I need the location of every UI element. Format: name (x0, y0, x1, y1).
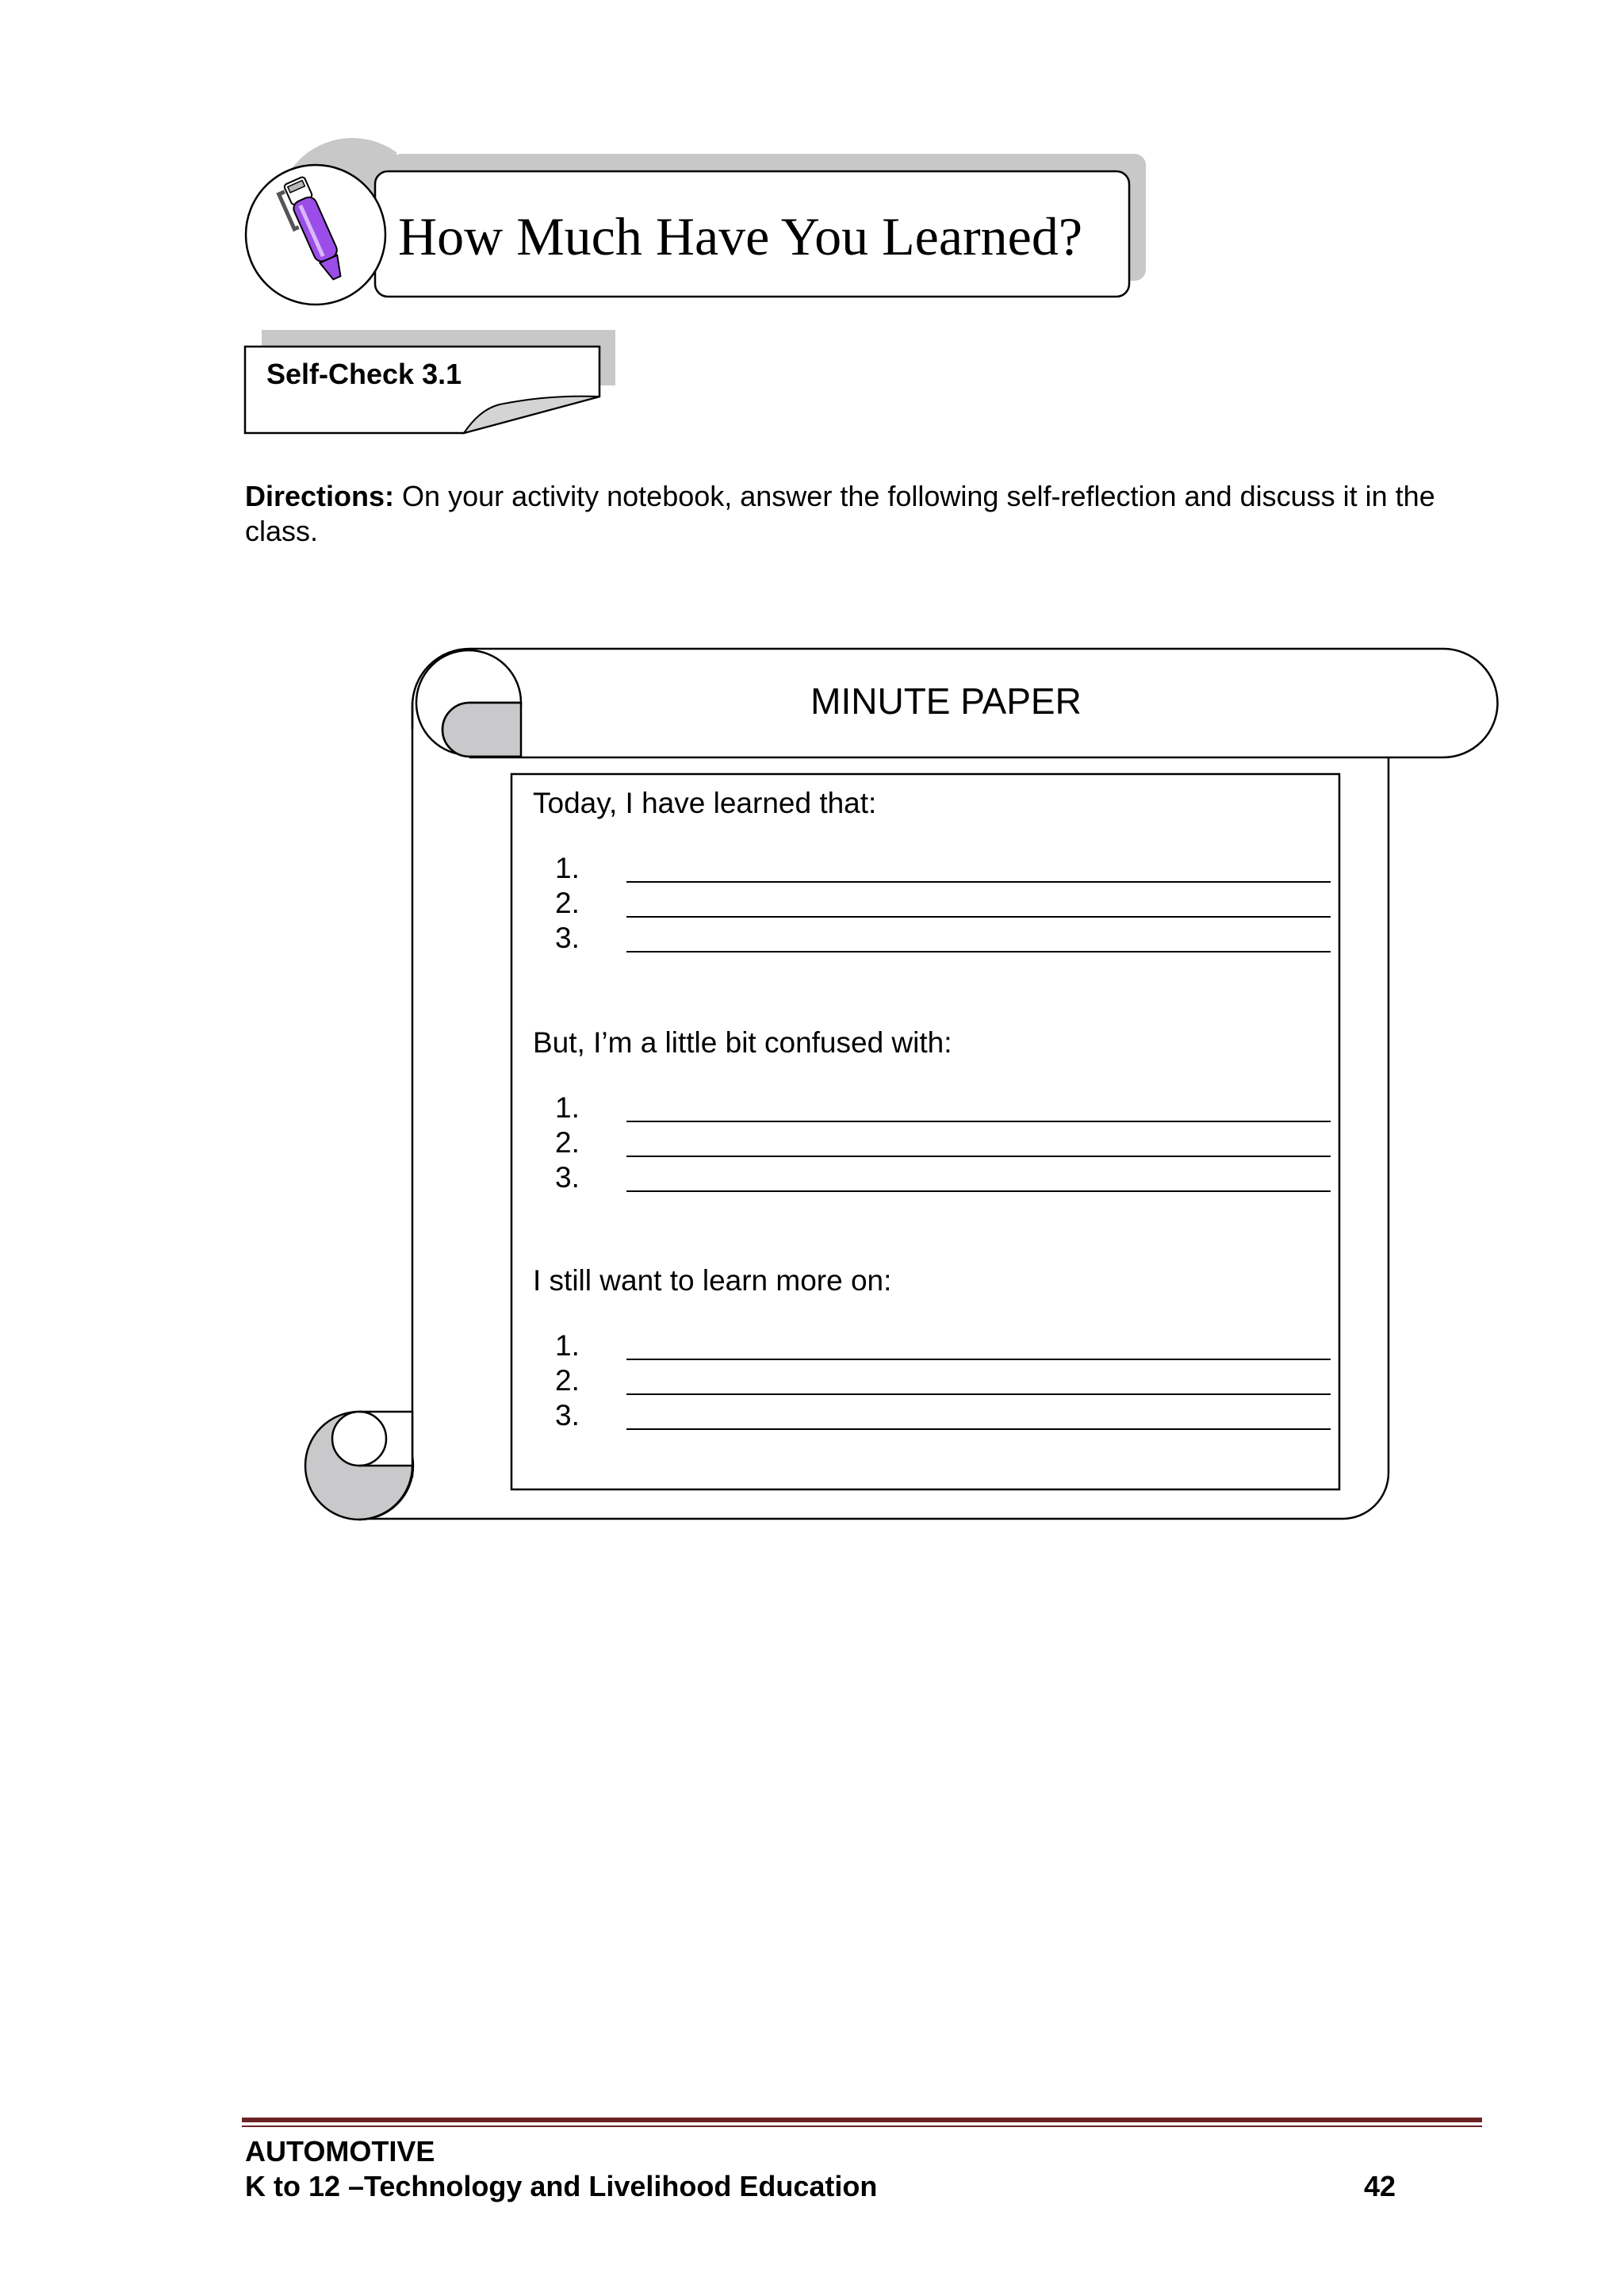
section-label: But, I’m a little bit confused with: (533, 1026, 952, 1059)
answer-item (555, 921, 1308, 956)
directions-text: On your activity notebook, answer the following self-reflection and discuss it in the class. (245, 480, 1435, 547)
footer-rule (242, 2118, 1482, 2122)
section-label: I still want to learn more on: (533, 1264, 892, 1297)
section-label: Today, I have learned that: (533, 787, 877, 819)
answer-item (555, 851, 1308, 886)
item-number: 3. (555, 922, 580, 954)
section-learn-more (533, 1263, 1326, 1432)
item-number: 1. (555, 852, 580, 884)
self-check-label: Self-Check 3.1 (266, 358, 462, 390)
item-number: 2. (555, 887, 580, 919)
scroll-bottom-curl-inner (332, 1412, 412, 1466)
answer-line[interactable] (626, 1121, 1331, 1122)
footer-course: K to 12 –Technology and Livelihood Education (245, 2170, 878, 2202)
page-number: 42 (1364, 2170, 1396, 2202)
answer-item (555, 886, 1308, 921)
item-number: 2. (555, 1364, 580, 1397)
footer-rule-thin (242, 2125, 1482, 2127)
item-number: 1. (555, 1329, 580, 1362)
scroll-top-curl (442, 703, 521, 757)
answer-item (555, 1328, 1308, 1363)
answer-line[interactable] (626, 951, 1331, 953)
item-number: 2. (555, 1126, 580, 1159)
directions-label: Directions: (245, 480, 395, 512)
answer-item (555, 1363, 1308, 1398)
answer-item (555, 1091, 1308, 1125)
minute-paper-title: MINUTE PAPER (810, 680, 1082, 722)
page-title: How Much Have You Learned? (398, 206, 1083, 266)
item-number: 3. (555, 1399, 580, 1432)
answer-line[interactable] (626, 1359, 1331, 1360)
footer-subject: AUTOMOTIVE (245, 2135, 435, 2168)
section-learned (533, 786, 1326, 954)
item-number: 1. (555, 1091, 580, 1124)
answer-line[interactable] (626, 1156, 1331, 1157)
answer-item (555, 1398, 1308, 1433)
answer-item (555, 1125, 1308, 1160)
directions (245, 479, 1482, 549)
answer-line[interactable] (626, 916, 1331, 918)
section-confused (533, 1025, 1326, 1194)
answer-line[interactable] (626, 1190, 1331, 1192)
answer-line[interactable] (626, 1428, 1331, 1430)
answer-item (555, 1160, 1308, 1195)
answer-line[interactable] (626, 881, 1331, 883)
answer-line[interactable] (626, 1393, 1331, 1395)
item-number: 3. (555, 1161, 580, 1194)
